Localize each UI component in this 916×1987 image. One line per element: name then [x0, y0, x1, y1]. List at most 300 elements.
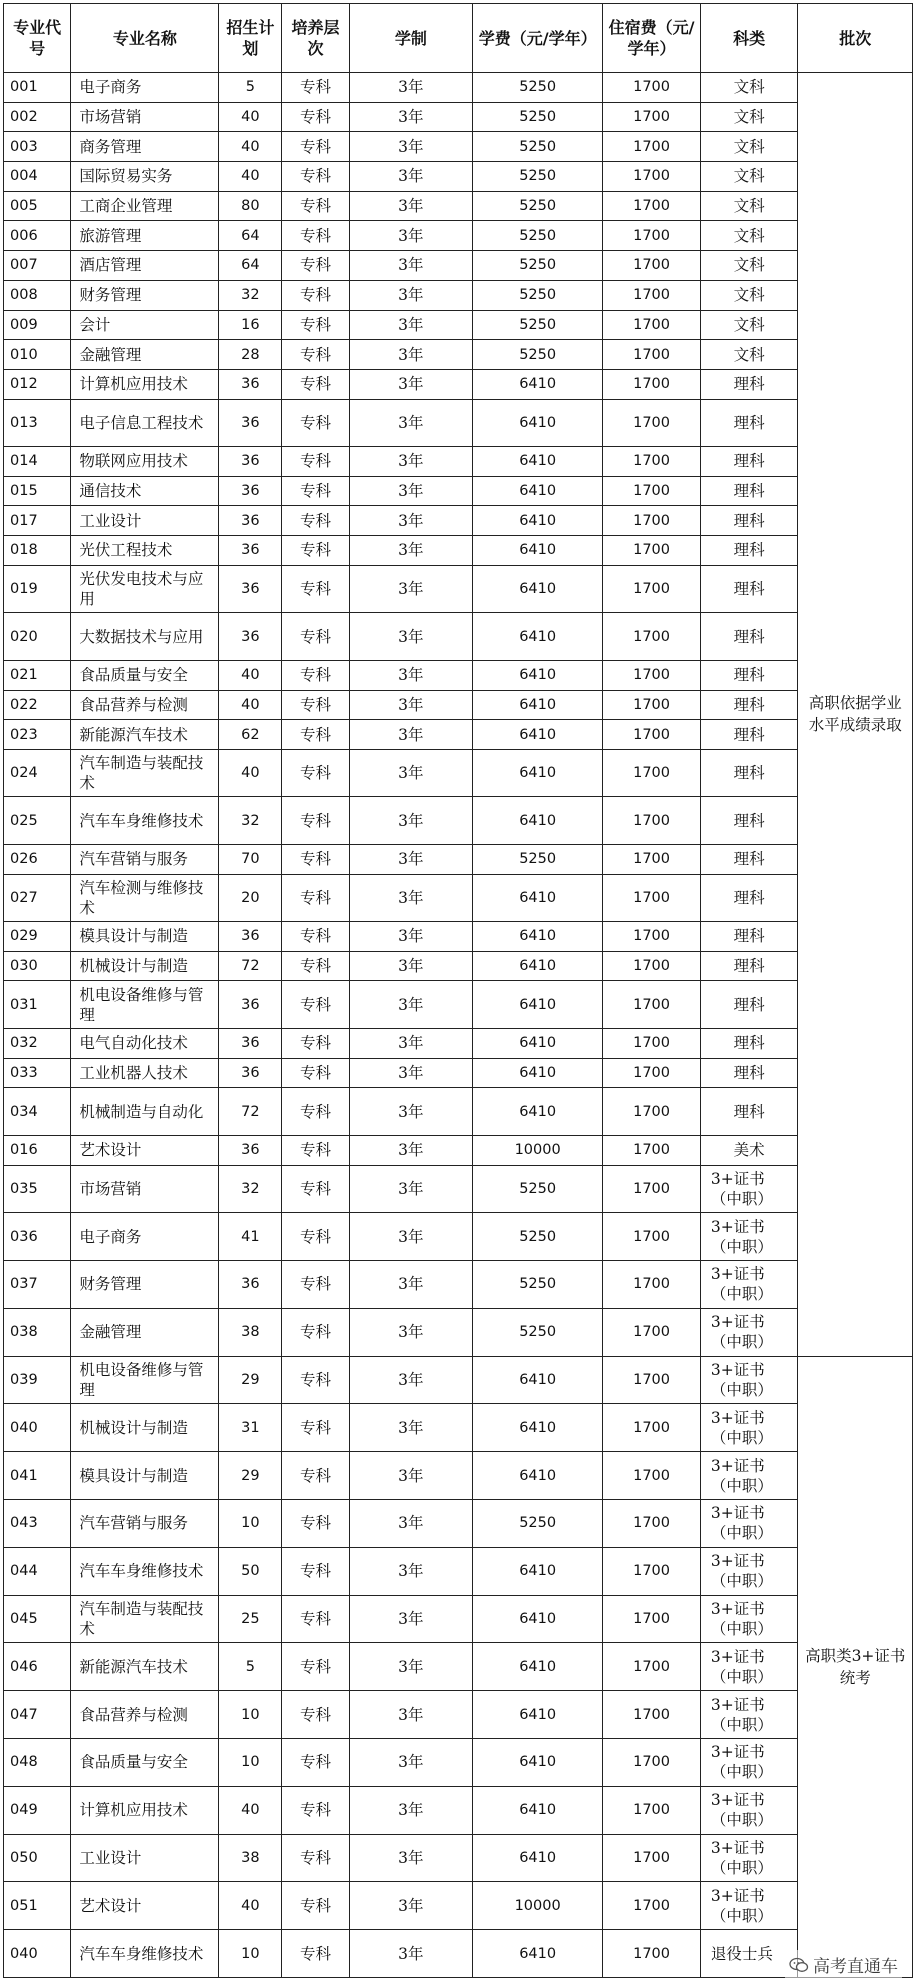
cell-level: 专科 — [282, 1547, 349, 1595]
cell-major-name: 电气自动化技术 — [71, 1028, 219, 1058]
cell-tuition: 5250 — [473, 221, 603, 251]
cell-years: 3年 — [349, 280, 472, 310]
cell-tuition: 6410 — [473, 1834, 603, 1882]
cell-plan: 32 — [219, 1165, 282, 1213]
cell-plan: 40 — [219, 102, 282, 132]
cell-dorm: 1700 — [603, 1135, 701, 1165]
cell-tuition: 5250 — [473, 1261, 603, 1309]
cell-plan: 28 — [219, 340, 282, 370]
cell-dorm: 1700 — [603, 1930, 701, 1978]
cell-years: 3年 — [349, 613, 472, 661]
cell-subject: 3+证书（中职） — [700, 1739, 798, 1787]
header-tuition: 学费（元/学年） — [473, 4, 603, 73]
header-row — [4, 4, 913, 73]
cell-plan: 41 — [219, 1213, 282, 1261]
cell-subject: 理科 — [700, 369, 798, 399]
cell-subject: 3+证书（中职） — [700, 1882, 798, 1930]
cell-tuition: 6410 — [473, 1930, 603, 1978]
cell-years: 3年 — [349, 1308, 472, 1356]
cell-dorm: 1700 — [603, 1058, 701, 1088]
cell-tuition: 6410 — [473, 399, 603, 447]
cell-dorm: 1700 — [603, 1308, 701, 1356]
cell-major-name: 商务管理 — [71, 132, 219, 162]
cell-dorm: 1700 — [603, 1643, 701, 1691]
cell-code: 038 — [4, 1308, 71, 1356]
cell-major-name: 机械制造与自动化 — [71, 1088, 219, 1136]
cell-level: 专科 — [282, 132, 349, 162]
cell-major-name: 汽车营销与服务 — [71, 844, 219, 874]
cell-tuition: 6410 — [473, 1088, 603, 1136]
cell-plan: 40 — [219, 1786, 282, 1834]
cell-code: 008 — [4, 280, 71, 310]
cell-level: 专科 — [282, 874, 349, 922]
cell-major-name: 新能源汽车技术 — [71, 1643, 219, 1691]
cell-major-name: 新能源汽车技术 — [71, 720, 219, 750]
cell-major-name: 计算机应用技术 — [71, 1786, 219, 1834]
cell-major-name: 工业设计 — [71, 506, 219, 536]
table-row — [4, 1028, 913, 1058]
cell-major-name: 工业机器人技术 — [71, 1058, 219, 1088]
cell-dorm: 1700 — [603, 191, 701, 221]
table-row — [4, 1930, 913, 1978]
cell-subject: 3+证书（中职） — [700, 1834, 798, 1882]
cell-major-name: 机电设备维修与管理 — [71, 981, 219, 1029]
cell-years: 3年 — [349, 874, 472, 922]
cell-dorm: 1700 — [603, 981, 701, 1029]
cell-subject: 文科 — [700, 280, 798, 310]
cell-code: 023 — [4, 720, 71, 750]
table-row — [4, 1261, 913, 1309]
cell-major-name: 工商企业管理 — [71, 191, 219, 221]
cell-level: 专科 — [282, 1165, 349, 1213]
cell-tuition: 5250 — [473, 132, 603, 162]
cell-tuition: 10000 — [473, 1882, 603, 1930]
cell-dorm: 1700 — [603, 922, 701, 952]
table-row — [4, 1691, 913, 1739]
table-row — [4, 565, 913, 613]
enrollment-table — [3, 3, 913, 1978]
header-batch: 批次 — [798, 4, 913, 73]
cell-years: 3年 — [349, 162, 472, 192]
cell-code: 002 — [4, 102, 71, 132]
cell-plan: 40 — [219, 660, 282, 690]
cell-subject: 文科 — [700, 191, 798, 221]
cell-tuition: 6410 — [473, 660, 603, 690]
cell-level: 专科 — [282, 1213, 349, 1261]
cell-tuition: 6410 — [473, 981, 603, 1029]
cell-code: 050 — [4, 1834, 71, 1882]
cell-code: 009 — [4, 310, 71, 340]
cell-code: 031 — [4, 981, 71, 1029]
cell-plan: 50 — [219, 1547, 282, 1595]
table-row — [4, 1058, 913, 1088]
cell-level: 专科 — [282, 476, 349, 506]
cell-plan: 38 — [219, 1308, 282, 1356]
cell-plan: 36 — [219, 399, 282, 447]
cell-tuition: 5250 — [473, 280, 603, 310]
cell-level: 专科 — [282, 251, 349, 281]
cell-level: 专科 — [282, 310, 349, 340]
cell-dorm: 1700 — [603, 102, 701, 132]
cell-level: 专科 — [282, 1739, 349, 1787]
cell-code: 037 — [4, 1261, 71, 1309]
table-row — [4, 690, 913, 720]
cell-major-name: 艺术设计 — [71, 1135, 219, 1165]
cell-tuition: 6410 — [473, 1547, 603, 1595]
cell-level: 专科 — [282, 690, 349, 720]
table-row — [4, 73, 913, 103]
cell-plan: 5 — [219, 1643, 282, 1691]
cell-major-name: 会计 — [71, 310, 219, 340]
table-row — [4, 1213, 913, 1261]
table-row — [4, 1500, 913, 1548]
cell-level: 专科 — [282, 1595, 349, 1643]
cell-code: 022 — [4, 690, 71, 720]
watermark-text: 高考直通车 — [813, 1957, 898, 1977]
cell-tuition: 6410 — [473, 1404, 603, 1452]
cell-plan: 64 — [219, 251, 282, 281]
cell-tuition: 5250 — [473, 251, 603, 281]
cell-code: 014 — [4, 447, 71, 477]
cell-years: 3年 — [349, 102, 472, 132]
table-row — [4, 951, 913, 981]
cell-years: 3年 — [349, 922, 472, 952]
cell-subject: 理科 — [700, 660, 798, 690]
cell-major-name: 旅游管理 — [71, 221, 219, 251]
cell-level: 专科 — [282, 1500, 349, 1548]
cell-code: 015 — [4, 476, 71, 506]
cell-plan: 36 — [219, 536, 282, 566]
cell-level: 专科 — [282, 221, 349, 251]
cell-code: 046 — [4, 1643, 71, 1691]
cell-code: 033 — [4, 1058, 71, 1088]
cell-years: 3年 — [349, 797, 472, 845]
cell-code: 049 — [4, 1786, 71, 1834]
cell-subject: 理科 — [700, 922, 798, 952]
cell-tuition: 6410 — [473, 1356, 603, 1404]
cell-major-name: 财务管理 — [71, 280, 219, 310]
cell-subject: 文科 — [700, 221, 798, 251]
cell-dorm: 1700 — [603, 1261, 701, 1309]
cell-major-name: 通信技术 — [71, 476, 219, 506]
cell-major-name: 金融管理 — [71, 1308, 219, 1356]
cell-dorm: 1700 — [603, 1547, 701, 1595]
cell-subject: 3+证书（中职） — [700, 1404, 798, 1452]
cell-major-name: 食品质量与安全 — [71, 1739, 219, 1787]
cell-major-name: 机械设计与制造 — [71, 951, 219, 981]
cell-code: 020 — [4, 613, 71, 661]
cell-years: 3年 — [349, 565, 472, 613]
cell-code: 029 — [4, 922, 71, 952]
cell-years: 3年 — [349, 476, 472, 506]
table-row — [4, 280, 913, 310]
cell-batch: 高职类3+证书统考 — [798, 1356, 913, 1977]
cell-dorm: 1700 — [603, 369, 701, 399]
cell-years: 3年 — [349, 310, 472, 340]
cell-level: 专科 — [282, 660, 349, 690]
cell-dorm: 1700 — [603, 874, 701, 922]
cell-dorm: 1700 — [603, 844, 701, 874]
cell-plan: 32 — [219, 280, 282, 310]
table-row — [4, 369, 913, 399]
table-row — [4, 1834, 913, 1882]
cell-years: 3年 — [349, 1882, 472, 1930]
cell-subject: 文科 — [700, 251, 798, 281]
cell-tuition: 6410 — [473, 1643, 603, 1691]
cell-plan: 32 — [219, 797, 282, 845]
cell-years: 3年 — [349, 1165, 472, 1213]
cell-years: 3年 — [349, 73, 472, 103]
cell-plan: 29 — [219, 1452, 282, 1500]
table-row — [4, 844, 913, 874]
cell-years: 3年 — [349, 1058, 472, 1088]
cell-years: 3年 — [349, 1547, 472, 1595]
cell-years: 3年 — [349, 1500, 472, 1548]
cell-years: 3年 — [349, 369, 472, 399]
cell-plan: 36 — [219, 476, 282, 506]
cell-dorm: 1700 — [603, 1404, 701, 1452]
cell-level: 专科 — [282, 1135, 349, 1165]
cell-subject: 3+证书（中职） — [700, 1595, 798, 1643]
cell-years: 3年 — [349, 660, 472, 690]
cell-level: 专科 — [282, 797, 349, 845]
cell-tuition: 6410 — [473, 1058, 603, 1088]
cell-subject: 3+证书（中职） — [700, 1691, 798, 1739]
watermark — [785, 1950, 902, 1979]
cell-level: 专科 — [282, 1691, 349, 1739]
cell-major-name: 物联网应用技术 — [71, 447, 219, 477]
cell-years: 3年 — [349, 1261, 472, 1309]
cell-batch: 高职依据学业水平成绩录取 — [798, 73, 913, 1357]
cell-level: 专科 — [282, 1308, 349, 1356]
cell-tuition: 6410 — [473, 1739, 603, 1787]
cell-dorm: 1700 — [603, 73, 701, 103]
cell-major-name: 汽车制造与装配技术 — [71, 749, 219, 797]
cell-dorm: 1700 — [603, 1452, 701, 1500]
cell-plan: 40 — [219, 1882, 282, 1930]
cell-level: 专科 — [282, 369, 349, 399]
cell-subject: 理科 — [700, 690, 798, 720]
table-row — [4, 981, 913, 1029]
cell-plan: 72 — [219, 951, 282, 981]
cell-tuition: 6410 — [473, 690, 603, 720]
cell-major-name: 光伏工程技术 — [71, 536, 219, 566]
cell-level: 专科 — [282, 1643, 349, 1691]
table-row — [4, 132, 913, 162]
cell-major-name: 机械设计与制造 — [71, 1404, 219, 1452]
cell-plan: 40 — [219, 132, 282, 162]
cell-years: 3年 — [349, 251, 472, 281]
cell-plan: 40 — [219, 749, 282, 797]
cell-plan: 40 — [219, 690, 282, 720]
cell-major-name: 食品营养与检测 — [71, 690, 219, 720]
cell-tuition: 5250 — [473, 844, 603, 874]
cell-dorm: 1700 — [603, 132, 701, 162]
cell-subject: 理科 — [700, 981, 798, 1029]
table-row — [4, 1088, 913, 1136]
cell-tuition: 5250 — [473, 73, 603, 103]
cell-years: 3年 — [349, 981, 472, 1029]
cell-subject: 理科 — [700, 844, 798, 874]
cell-subject: 理科 — [700, 613, 798, 661]
cell-major-name: 光伏发电技术与应用 — [71, 565, 219, 613]
cell-major-name: 汽车车身维修技术 — [71, 1930, 219, 1978]
cell-level: 专科 — [282, 749, 349, 797]
table-row — [4, 102, 913, 132]
cell-tuition: 6410 — [473, 536, 603, 566]
cell-code: 024 — [4, 749, 71, 797]
cell-years: 3年 — [349, 132, 472, 162]
cell-subject: 3+证书（中职） — [700, 1643, 798, 1691]
cell-level: 专科 — [282, 1088, 349, 1136]
cell-level: 专科 — [282, 951, 349, 981]
cell-major-name: 食品质量与安全 — [71, 660, 219, 690]
header-dorm: 住宿费（元/学年） — [603, 4, 701, 73]
cell-code: 044 — [4, 1547, 71, 1595]
table-row — [4, 506, 913, 536]
cell-years: 3年 — [349, 690, 472, 720]
header-code: 专业代号 — [4, 4, 71, 73]
cell-years: 3年 — [349, 506, 472, 536]
cell-subject: 理科 — [700, 720, 798, 750]
cell-years: 3年 — [349, 340, 472, 370]
cell-tuition: 6410 — [473, 447, 603, 477]
cell-plan: 20 — [219, 874, 282, 922]
cell-level: 专科 — [282, 1930, 349, 1978]
cell-dorm: 1700 — [603, 310, 701, 340]
cell-level: 专科 — [282, 1834, 349, 1882]
cell-years: 3年 — [349, 951, 472, 981]
table-row — [4, 447, 913, 477]
cell-major-name: 汽车营销与服务 — [71, 1500, 219, 1548]
cell-major-name: 机电设备维修与管理 — [71, 1356, 219, 1404]
table-row — [4, 874, 913, 922]
cell-major-name: 食品营养与检测 — [71, 1691, 219, 1739]
cell-level: 专科 — [282, 844, 349, 874]
cell-code: 035 — [4, 1165, 71, 1213]
table-row — [4, 340, 913, 370]
cell-years: 3年 — [349, 1028, 472, 1058]
cell-dorm: 1700 — [603, 1786, 701, 1834]
cell-years: 3年 — [349, 1786, 472, 1834]
cell-years: 3年 — [349, 1404, 472, 1452]
cell-level: 专科 — [282, 1058, 349, 1088]
cell-tuition: 6410 — [473, 506, 603, 536]
cell-dorm: 1700 — [603, 690, 701, 720]
cell-years: 3年 — [349, 1088, 472, 1136]
cell-code: 006 — [4, 221, 71, 251]
cell-tuition: 6410 — [473, 951, 603, 981]
cell-plan: 62 — [219, 720, 282, 750]
cell-code: 027 — [4, 874, 71, 922]
cell-major-name: 电子商务 — [71, 73, 219, 103]
cell-years: 3年 — [349, 1135, 472, 1165]
cell-code: 017 — [4, 506, 71, 536]
cell-years: 3年 — [349, 1452, 472, 1500]
cell-level: 专科 — [282, 1786, 349, 1834]
cell-dorm: 1700 — [603, 536, 701, 566]
cell-tuition: 6410 — [473, 1595, 603, 1643]
cell-tuition: 6410 — [473, 1028, 603, 1058]
cell-tuition: 5250 — [473, 102, 603, 132]
cell-code: 019 — [4, 565, 71, 613]
cell-major-name: 酒店管理 — [71, 251, 219, 281]
cell-code: 012 — [4, 369, 71, 399]
cell-plan: 36 — [219, 981, 282, 1029]
cell-subject: 文科 — [700, 310, 798, 340]
cell-tuition: 6410 — [473, 369, 603, 399]
cell-tuition: 6410 — [473, 613, 603, 661]
cell-years: 3年 — [349, 1643, 472, 1691]
cell-dorm: 1700 — [603, 1356, 701, 1404]
cell-major-name: 模具设计与制造 — [71, 922, 219, 952]
cell-dorm: 1700 — [603, 1595, 701, 1643]
cell-tuition: 6410 — [473, 874, 603, 922]
cell-tuition: 5250 — [473, 191, 603, 221]
cell-tuition: 6410 — [473, 797, 603, 845]
cell-dorm: 1700 — [603, 1691, 701, 1739]
cell-level: 专科 — [282, 447, 349, 477]
cell-subject: 美术 — [700, 1135, 798, 1165]
cell-major-name: 大数据技术与应用 — [71, 613, 219, 661]
cell-dorm: 1700 — [603, 506, 701, 536]
cell-subject: 文科 — [700, 73, 798, 103]
cell-dorm: 1700 — [603, 1882, 701, 1930]
table-row — [4, 476, 913, 506]
cell-dorm: 1700 — [603, 251, 701, 281]
table-row — [4, 1595, 913, 1643]
cell-years: 3年 — [349, 1595, 472, 1643]
cell-subject: 理科 — [700, 874, 798, 922]
cell-code: 041 — [4, 1452, 71, 1500]
table-row — [4, 1404, 913, 1452]
cell-major-name: 汽车检测与维修技术 — [71, 874, 219, 922]
cell-years: 3年 — [349, 1691, 472, 1739]
cell-dorm: 1700 — [603, 951, 701, 981]
cell-tuition: 5250 — [473, 1500, 603, 1548]
cell-plan: 36 — [219, 613, 282, 661]
table-row — [4, 1739, 913, 1787]
cell-level: 专科 — [282, 340, 349, 370]
cell-tuition: 6410 — [473, 720, 603, 750]
table-row — [4, 1452, 913, 1500]
cell-plan: 25 — [219, 1595, 282, 1643]
cell-code: 001 — [4, 73, 71, 103]
cell-dorm: 1700 — [603, 280, 701, 310]
table-row — [4, 399, 913, 447]
cell-plan: 40 — [219, 162, 282, 192]
cell-dorm: 1700 — [603, 613, 701, 661]
cell-plan: 36 — [219, 506, 282, 536]
cell-code: 040 — [4, 1404, 71, 1452]
cell-plan: 64 — [219, 221, 282, 251]
cell-years: 3年 — [349, 749, 472, 797]
cell-major-name: 电子信息工程技术 — [71, 399, 219, 447]
cell-plan: 31 — [219, 1404, 282, 1452]
cell-subject: 3+证书（中职） — [700, 1261, 798, 1309]
cell-level: 专科 — [282, 280, 349, 310]
cell-dorm: 1700 — [603, 1739, 701, 1787]
cell-plan: 36 — [219, 369, 282, 399]
cell-code: 034 — [4, 1088, 71, 1136]
cell-code: 007 — [4, 251, 71, 281]
cell-major-name: 财务管理 — [71, 1261, 219, 1309]
cell-subject: 3+证书（中职） — [700, 1356, 798, 1404]
table-row — [4, 749, 913, 797]
cell-major-name: 国际贸易实务 — [71, 162, 219, 192]
cell-major-name: 市场营销 — [71, 1165, 219, 1213]
cell-level: 专科 — [282, 922, 349, 952]
